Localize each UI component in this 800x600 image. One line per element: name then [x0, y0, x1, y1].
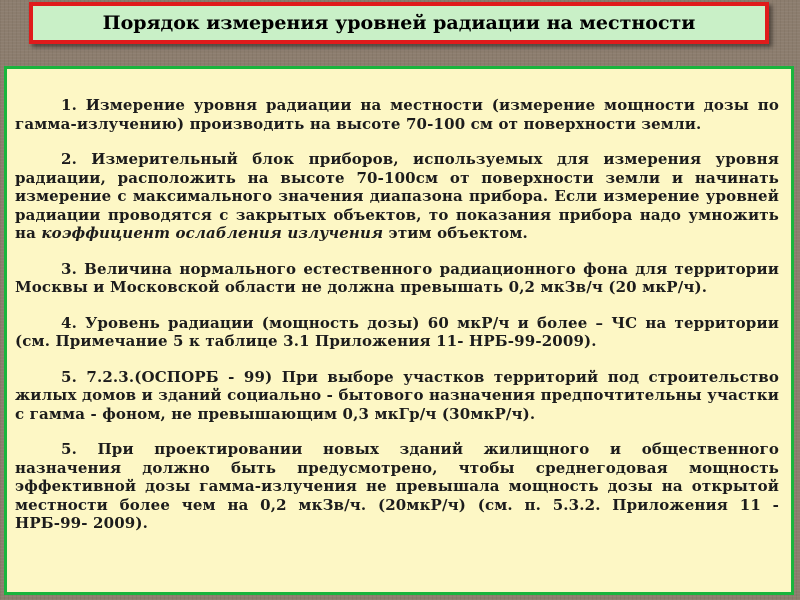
content-panel [4, 66, 794, 595]
paragraph-6: 5. При проектировании новых зданий жилищного и общественного назначения должно быть предусмотрено, чтобы среднегодовая мощность эффективной дозы гамма-излучения не превышала мощность дозы на открытой местности более чем на 0,2 мкЗв/ч. (20мкР/ч) (см. п. 5.3.2. Приложения 11 - НРБ-99- 2009). [15, 440, 779, 532]
paragraph-4: 4. Уровень радиации (мощность дозы) 60 мкР/ч и более – ЧС на территории (см. Примечание 5 к таблице 3.1 Приложения 11- НРБ-99-2009). [15, 313, 779, 350]
paragraph-3: 3. Величина нормального естественного радиационного фона для территории Москвы и Московской области не должна превышать 0,2 мкЗв/ч (20 мкР/ч). [15, 259, 779, 296]
paragraph-1: 1. Измерение уровня радиации на местности (измерение мощности дозы по гамма-излучению) производить на высоте 70-100 см от поверхности земли. [15, 96, 779, 133]
paragraph-2-text-start: 2. Измерительный блок приборов, используемых для измерения уровня радиации, расположить на высоте 70-100см от поверхности земли и начинать измерение с максимального значения диапазона прибора. Если измерение уровней радиации проводятся с закрытых объектов, то показания прибора надо умножить на [15, 150, 779, 242]
paragraph-5: 5. 7.2.3.(ОСПОРБ - 99) При выборе участков территорий под строительство жилых домов и зданий социально - бытового назначения предпочтительны участки с гамма - фоном, не превышающим 0,3 мкГр/ч (30мкР/ч). [15, 367, 779, 423]
paragraph-2-emphasis: коэффициент ослабления излучения [41, 224, 384, 242]
slide-title: Порядок измерения уровней радиации на местности [102, 12, 696, 34]
paragraph-2-text-end: этим объектом. [383, 224, 528, 242]
paragraph-2 [15, 150, 779, 243]
title-banner [29, 2, 769, 44]
